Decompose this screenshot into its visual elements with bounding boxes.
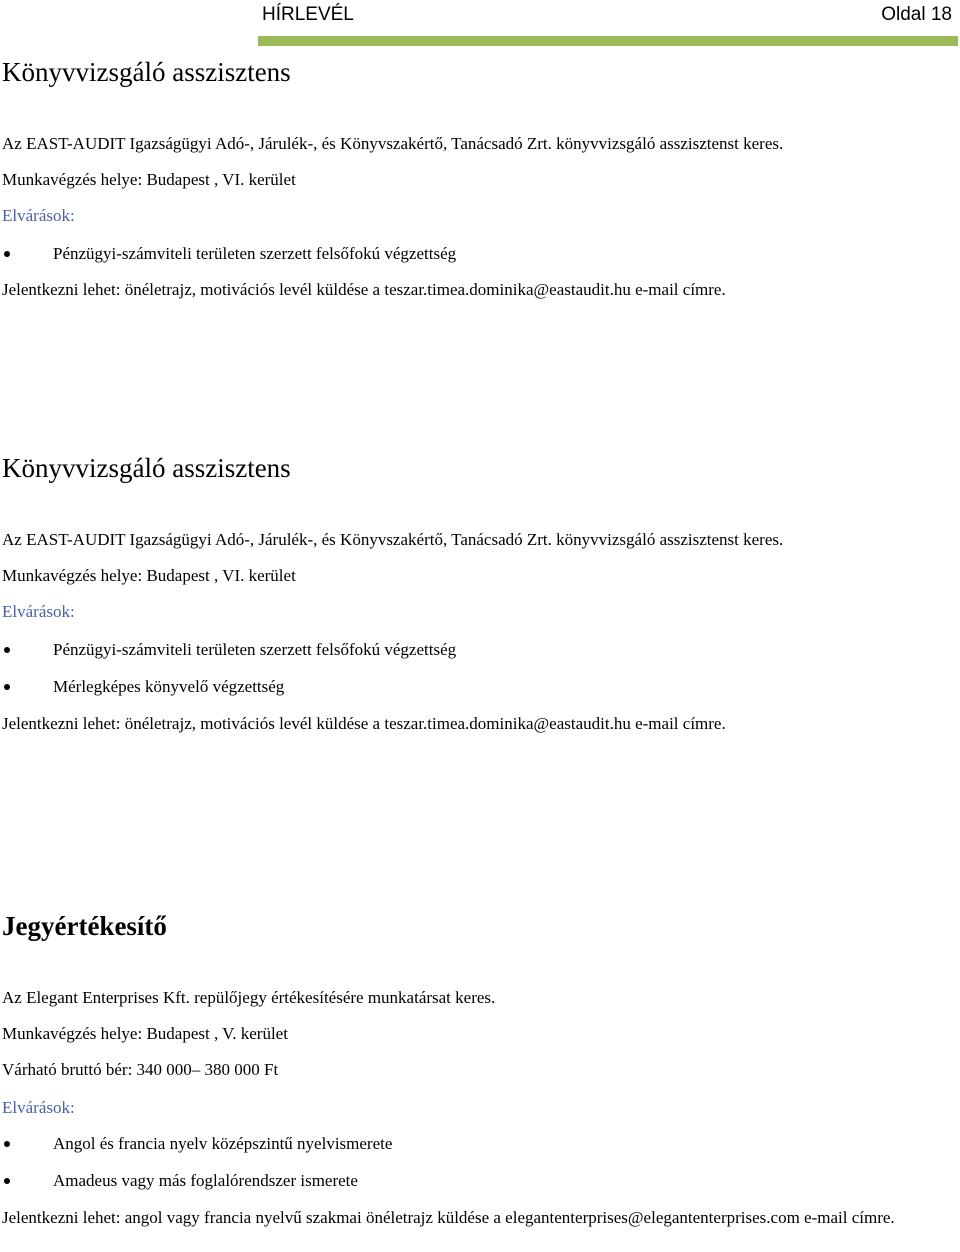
apply-instructions: Jelentkezni lehet: önéletrajz, motivációs levél küldése a teszar.timea.dominika@eastaudit.hu e-mail címre.	[2, 714, 726, 733]
bullet-icon	[4, 647, 10, 653]
requirements-label: Elvárások:	[2, 602, 75, 621]
job-description: Az EAST-AUDIT Igazságügyi Adó-, Járulék-, és Könyvszakértő, Tanácsadó Zrt. könyvvizsgáló asszisztenst keres.	[2, 134, 784, 153]
job-title: Könyvvizsgáló asszisztens	[2, 57, 291, 87]
job-location: Munkavégzés helye: Budapest , V. kerület	[2, 1024, 288, 1043]
page-number: Oldal 18	[881, 4, 952, 25]
apply-instructions: Jelentkezni lehet: önéletrajz, motivációs levél küldése a teszar.timea.dominika@eastaudit.hu e-mail címre.	[2, 280, 726, 299]
apply-instructions: Jelentkezni lehet: angol vagy francia nyelvű szakmai önéletrajz küldése a elegantenterprises@elegantenterprises.com e-mail címre.	[2, 1208, 895, 1227]
bullet-icon	[4, 1141, 10, 1147]
job-title: Könyvvizsgáló asszisztens	[2, 453, 291, 483]
job-location: Munkavégzés helye: Budapest , VI. kerület	[2, 566, 296, 585]
job-title: Jegyértékesítő	[2, 911, 167, 941]
requirements-label: Elvárások:	[2, 206, 75, 225]
page-header	[0, 0, 960, 50]
requirements-label: Elvárások:	[2, 1098, 75, 1117]
header-accent-bar	[258, 36, 958, 46]
job-salary: Várható bruttó bér: 340 000– 380 000 Ft	[2, 1060, 279, 1079]
newsletter-title: HÍRLEVÉL	[262, 4, 354, 25]
job-location: Munkavégzés helye: Budapest , VI. kerület	[2, 170, 296, 189]
bullet-icon	[4, 684, 10, 690]
job-description: Az Elegant Enterprises Kft. repülőjegy értékesítésére munkatársat keres.	[2, 988, 496, 1007]
bullet-icon	[4, 251, 10, 257]
bullet-icon	[4, 1178, 10, 1184]
job-description: Az EAST-AUDIT Igazságügyi Adó-, Járulék-, és Könyvszakértő, Tanácsadó Zrt. könyvvizsgáló asszisztenst keres.	[2, 530, 784, 549]
